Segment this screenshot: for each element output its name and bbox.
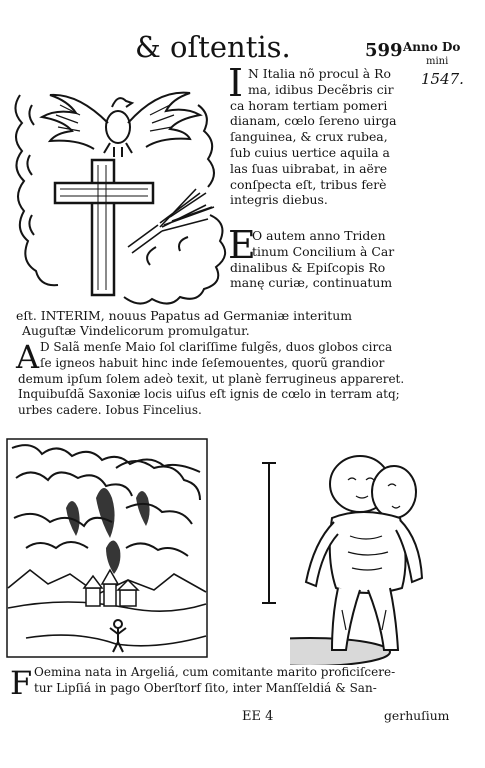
scale-rule-cap-top	[262, 462, 276, 464]
text-line: ſanguinea, & crux rubea,	[230, 129, 388, 145]
text-line: dianam, cœlo ſereno uirga	[230, 113, 397, 129]
woodcut-monstrous-birth-illustration	[290, 440, 460, 665]
text-line-augusta: Auguſtæ Vindelicorum promulgatur.	[22, 323, 250, 338]
paragraph-italy-omen	[230, 66, 397, 208]
paragraph-sun-globes	[18, 340, 405, 419]
text-line: urbes cadere. Iobus Fincelius.	[18, 403, 202, 418]
text-line: conſpecta eſt, tribus ferè	[230, 176, 387, 192]
drop-capital-a: A	[16, 338, 40, 376]
drop-capital-e: E	[228, 223, 256, 267]
text-line: demum ipſum ſolem adeò texit, ut planè ferrugineus appareret.	[18, 371, 405, 386]
text-line: ſe igneos habuit hinc inde ſeſemouentes, quorũ grandior	[40, 355, 385, 370]
text-line: Oemina nata in Argeliá, cum comitante marito proficiſcere-	[34, 665, 396, 679]
text-line-interim: eſt. INTERIM, nouus Papatus ad Germaniæ interitum	[16, 308, 352, 323]
text-line: integris diebus.	[230, 192, 328, 208]
text-line: Inquibuſdã Saxoniæ locis uiſus eſt ignis de cœlo in terram atq;	[18, 387, 400, 402]
text-line: ſub cuius uertice aquila a	[230, 144, 390, 160]
text-line: ma, idibus Decẽbris cir	[248, 81, 394, 97]
drop-capital-i: I	[228, 61, 244, 105]
scale-rule-cap-bottom	[262, 602, 276, 604]
text-line: D Salã menſe Maio ſol clariſſime fulgẽs, duos globos circa	[40, 340, 393, 354]
woodcut-eagle-cross-illustration	[10, 75, 232, 305]
text-line: tur Lipſiá in pago Oberſtorf ſito, inter Manſſeldiá & San-	[34, 680, 377, 695]
paragraph-trent-council	[230, 228, 395, 291]
text-line: O autem anno Triden	[252, 228, 386, 243]
drop-capital-f: F	[10, 664, 33, 702]
text-line: las ſuas uibrabat, in aëre	[230, 160, 388, 176]
text-line: tinum Concilium à Car	[252, 243, 395, 259]
margin-note-anno: Anno Do	[403, 40, 461, 54]
margin-note-mini: mini	[426, 56, 449, 67]
woodcut-fire-from-heaven-illustration	[6, 438, 208, 658]
page-number: 599	[365, 40, 403, 61]
catchword: gerhuſium	[384, 708, 450, 723]
scale-rule	[268, 462, 270, 604]
text-line: N Italia nõ procul à Ro	[248, 66, 391, 81]
text-line: manę curiæ, continuatum	[230, 275, 393, 291]
paragraph-argelia-birth	[34, 665, 395, 697]
running-head-title: & oſtentis.	[135, 30, 291, 64]
margin-note-year: 1547.	[421, 70, 464, 88]
text-line: dinalibus & Epiſcopis Ro	[230, 259, 386, 275]
signature-mark: EE 4	[242, 709, 274, 724]
text-line: ca horam tertiam pomeri	[230, 97, 388, 113]
